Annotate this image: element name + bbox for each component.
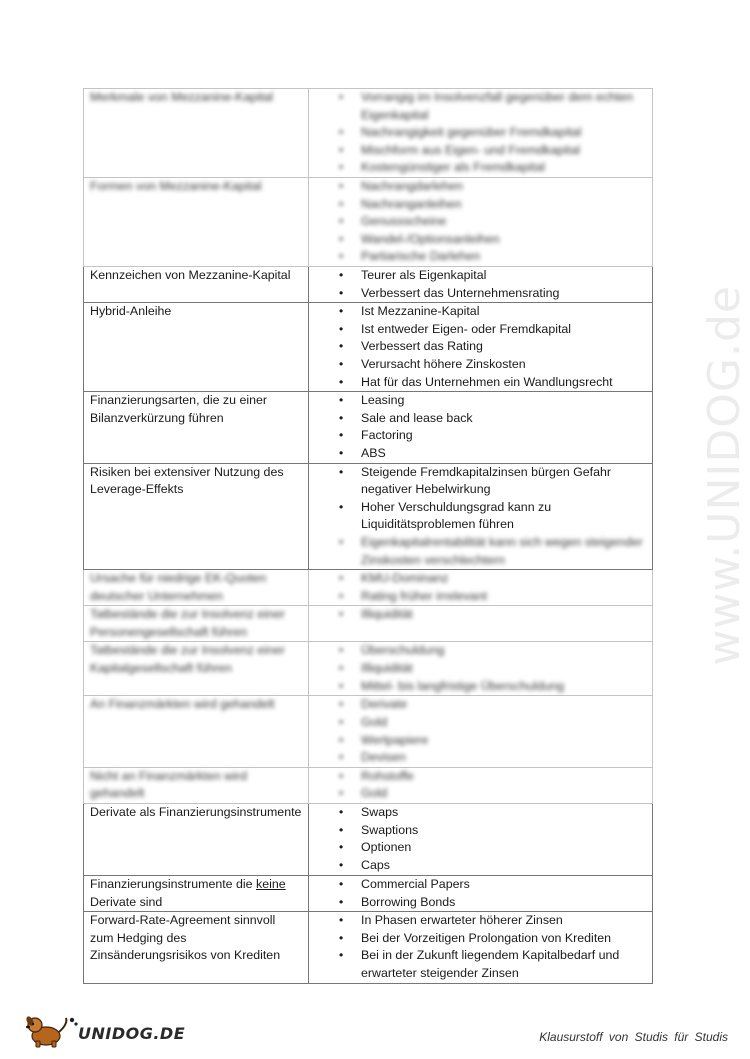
list-item: • Ist Mezzanine-Kapital <box>361 303 648 321</box>
list-item: • ABS <box>361 445 648 463</box>
list-item: • Nachrangdarlehen <box>361 178 648 196</box>
logo-text: UNIDOG.DE <box>78 1024 186 1043</box>
list-item: • Optionen <box>361 839 648 857</box>
bullet-list <box>309 570 648 605</box>
list-item: • Wertpapiere <box>361 732 648 750</box>
row-label: Derivate als Finanzierungsinstrumente <box>84 804 309 876</box>
list-item: • Eigenkapitalrentabilität kann sich wegen steigender Zinskosten verschlechtern <box>361 534 648 569</box>
dog-mascot-icon <box>22 1012 78 1048</box>
list-item: • Rating früher irrelevant <box>361 588 648 606</box>
list-item: • Illiquidität <box>361 660 648 678</box>
row-label: Hybrid-Anleihe <box>84 303 309 392</box>
list-item: • Sale and lease back <box>361 410 648 428</box>
list-item: • Überschuldung <box>361 642 648 660</box>
list-item: • Devisen <box>361 749 648 767</box>
bullet-list <box>309 464 648 570</box>
table-row <box>84 804 653 876</box>
list-item: • In Phasen erwarteter höherer Zinsen <box>361 912 648 930</box>
row-label: Merkmale von Mezzanine-Kapital <box>84 89 309 178</box>
watermark: www.UNIDOG.de <box>699 285 750 666</box>
content-table <box>83 88 653 984</box>
list-item: • Borrowing Bonds <box>361 894 648 912</box>
list-item: • Commercial Papers <box>361 876 648 894</box>
list-item: • Steigende Fremdkapitalzinsen bürgen Gefahr negativer Hebelwirkung <box>361 464 648 499</box>
bullet-list <box>309 642 648 695</box>
unidog-logo <box>22 1012 186 1048</box>
list-item: • Mischform aus Eigen- und Fremdkapital <box>361 142 648 160</box>
list-item: • Teurer als Eigenkapital <box>361 267 648 285</box>
bullet-list <box>309 804 648 874</box>
bullet-list <box>309 606 648 624</box>
list-item: • Nachrangigkeit gegenüber Fremdkapital <box>361 124 648 142</box>
list-item: • Swaps <box>361 804 648 822</box>
list-item: • Verursacht höhere Zinskosten <box>361 356 648 374</box>
row-label: Formen von Mezzanine-Kapital <box>84 177 309 266</box>
list-item: • Mittel- bis langfristige Überschuldung <box>361 678 648 696</box>
bullet-list <box>309 696 648 766</box>
list-item: • Verbessert das Unternehmensrating <box>361 285 648 303</box>
list-item: • Leasing <box>361 392 648 410</box>
list-item: • Caps <box>361 857 648 875</box>
row-label: Kennzeichen von Mezzanine-Kapital <box>84 266 309 302</box>
list-item: • Rohstoffe <box>361 768 648 786</box>
list-item: • Ist entweder Eigen- oder Fremdkapital <box>361 321 648 339</box>
table-row <box>84 303 653 392</box>
table-row <box>84 912 653 983</box>
row-label: Finanzierungsarten, die zu einer Bilanzverkürzung führen <box>84 392 309 463</box>
list-item: • Derivate <box>361 696 648 714</box>
table-row <box>84 606 653 642</box>
list-item: • Vorrangig im Insolvenzfall gegenüber dem echten Eigenkapital <box>361 89 648 124</box>
row-label: Forward-Rate-Agreement sinnvoll zum Hedging des Zinsänderungsrisikos von Krediten <box>84 912 309 983</box>
row-label: Tatbestände die zur Insolvenz einer Personengesellschaft führen <box>84 606 309 642</box>
footer-tagline: Klausurstoff von Studis für Studis <box>539 1030 728 1044</box>
list-item: • Genussscheine <box>361 213 648 231</box>
table-row <box>84 570 653 606</box>
list-item: • Verbessert das Rating <box>361 338 648 356</box>
row-label: Risiken bei extensiver Nutzung des Leverage-Effekts <box>84 463 309 570</box>
table-row <box>84 463 653 570</box>
table-row <box>84 177 653 266</box>
list-item: • Bei der Vorzeitigen Prolongation von Krediten <box>361 930 648 948</box>
list-item: • Kostengünstiger als Fremdkapital <box>361 159 648 177</box>
list-item: • Nachranganleihen <box>361 196 648 214</box>
row-label: Nicht an Finanzmärkten wird gehandelt <box>84 767 309 803</box>
table-row <box>84 89 653 178</box>
list-item: • Wandel-/Optionsanleihen <box>361 231 648 249</box>
row-label: An Finanzmärkten wird gehandelt <box>84 696 309 767</box>
list-item: • Gold <box>361 785 648 803</box>
bullet-list <box>309 303 648 391</box>
bullet-list <box>309 392 648 462</box>
row-label: Finanzierungsinstrumente die keine Derivate sind <box>84 876 309 912</box>
list-item: • Hat für das Unternehmen ein Wandlungsrecht <box>361 374 648 392</box>
list-item: • Bei in der Zukunft liegendem Kapitalbedarf und erwarteter steigender Zinsen <box>361 947 648 982</box>
bullet-list <box>309 768 648 803</box>
list-item: • Factoring <box>361 427 648 445</box>
list-item: • Illiquidität <box>361 606 648 624</box>
table-row <box>84 696 653 767</box>
bullet-list <box>309 876 648 911</box>
bullet-list <box>309 178 648 266</box>
list-item: • Gold <box>361 714 648 732</box>
table-row <box>84 266 653 302</box>
list-item: • Partiarische Darlehen <box>361 248 648 266</box>
bullet-list <box>309 89 648 177</box>
table-row <box>84 876 653 912</box>
table-row <box>84 767 653 803</box>
list-item: • Hoher Verschuldungsgrad kann zu Liquiditätsproblemen führen <box>361 499 648 534</box>
table-row <box>84 642 653 696</box>
row-label: Tatbestände die zur Insolvenz einer Kapitalgesellschaft führen <box>84 642 309 696</box>
row-label: Ursache für niedrige EK-Quoten deutscher Unternehmen <box>84 570 309 606</box>
list-item: • Swaptions <box>361 822 648 840</box>
list-item: • KMU-Dominanz <box>361 570 648 588</box>
table-row <box>84 392 653 463</box>
underlined-word: keine <box>256 877 286 892</box>
bullet-list <box>309 267 648 302</box>
bullet-list <box>309 912 648 982</box>
